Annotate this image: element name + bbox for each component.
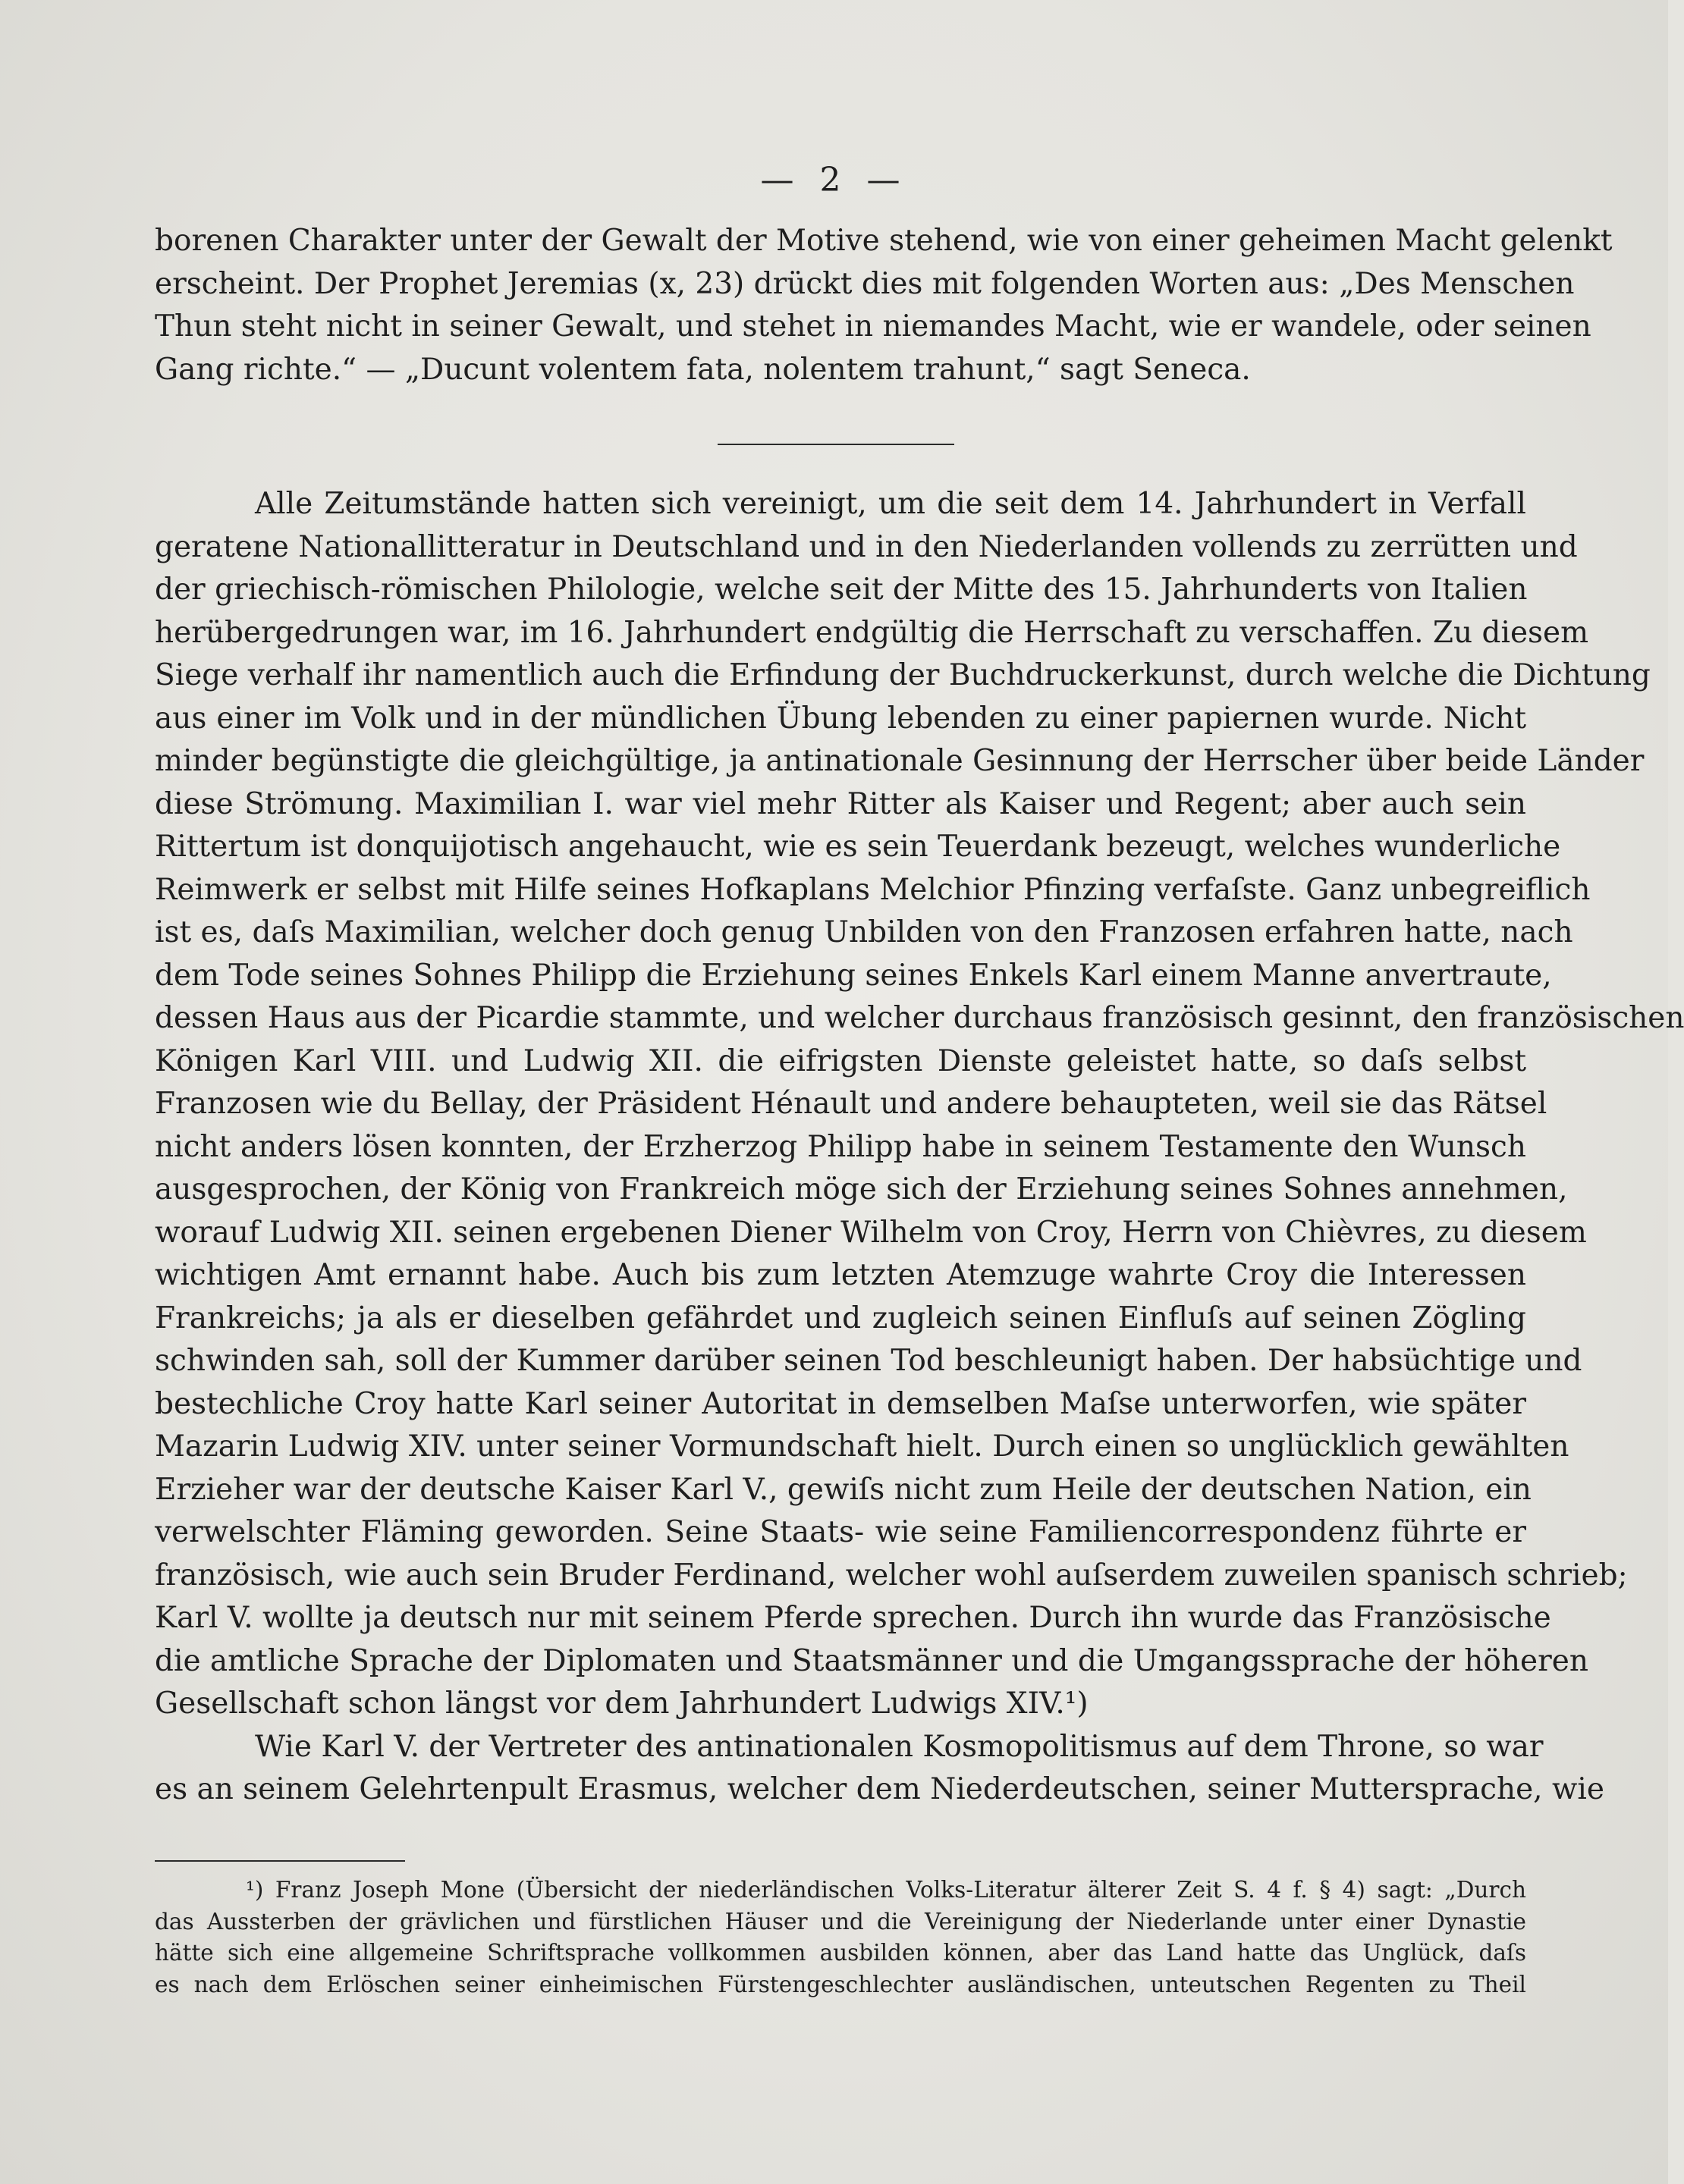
page-number: — 2 — xyxy=(760,161,908,199)
text-line: wichtigen Amt ernannt habe. Auch bis zum letzten Atemzuge wahrte Croy die Interessen xyxy=(155,1258,1526,1292)
text-line: geratene Nationallitteratur in Deutschland und in den Niederlanden vollends zu zerrütten und xyxy=(155,529,1578,564)
text-line: worauf Ludwig XII. seinen ergebenen Diener Wilhelm von Croy, Herrn von Chièvres, zu diesem xyxy=(155,1215,1587,1250)
text-line: dem Tode seines Sohnes Philipp die Erziehung seines Enkels Karl einem Manne anvertraute, xyxy=(155,958,1552,993)
text-line: Siege verhalf ihr namentlich auch die Erfindung der Buchdruckerkunst, durch welche die Dichtung xyxy=(155,658,1651,692)
text-line: Gesellschaft schon längst vor dem Jahrhundert Ludwigs XIV.¹) xyxy=(155,1687,1089,1721)
text-line: aus einer im Volk und in der mündlichen Übung lebenden zu einer papiernen wurde. Nicht xyxy=(155,701,1526,736)
text-line: dessen Haus aus der Picardie stammte, und welcher durchaus französisch gesinnt, den französischen xyxy=(155,1001,1684,1035)
footnote xyxy=(155,1875,1526,2000)
text-line: verwelschter Fläming geworden. Seine Staats- wie seine Familiencorrespondenz führte er xyxy=(155,1515,1526,1549)
text-line: Erzieher war der deutsche Kaiser Karl V., gewiſs nicht zum Heile der deutschen Nation, ein xyxy=(155,1472,1532,1507)
main-body xyxy=(155,483,1684,1812)
footnote-line: es nach dem Erlöschen seiner einheimischen Fürstengeschlechter ausländischen, unteutschen Regenten zu Theil xyxy=(155,1971,1526,1997)
text-line: minder begünstigte die gleichgültige, ja antinationale Gesinnung der Herrscher über beide Länder xyxy=(155,744,1645,778)
text-line: französisch, wie auch sein Bruder Ferdinand, welcher wohl auſserdem zuweilen spanisch schrieb; xyxy=(155,1558,1628,1592)
text-line: ist es, daſs Maximilian, welcher doch genug Unbilden von den Franzosen erfahren hatte, nach xyxy=(155,915,1573,949)
text-line: Karl V. wollte ja deutsch nur mit seinem Pferde sprechen. Durch ihn wurde das Französische xyxy=(155,1601,1551,1635)
text-line: Königen Karl VIII. und Ludwig XII. die eifrigsten Dienste geleistet hatte, so daſs selbst xyxy=(155,1043,1526,1078)
text-line: bestechliche Croy hatte Karl seiner Autoritat in demselben Maſse unterworfen, wie später xyxy=(155,1386,1526,1421)
text-line: Alle Zeitumstände hatten sich vereinigt, um die seit dem 14. Jahrhundert in Verfall xyxy=(255,487,1526,521)
text-line: Frankreichs; ja als er dieselben gefährdet und zugleich seinen Einfluſs auf seinen Zögling xyxy=(155,1301,1526,1335)
text-line: Rittertum ist donquijotisch angehaucht, wie es sein Teuerdank bezeugt, welches wunderliche xyxy=(155,830,1561,864)
text-line: nicht anders lösen konnten, der Erzherzog Philipp habe in seinem Testamente den Wunsch xyxy=(155,1129,1526,1164)
text-line: herübergedrungen war, im 16. Jahrhundert endgültig die Herrschaft zu verschaffen. Zu diesem xyxy=(155,615,1589,650)
text-line: diese Strömung. Maximilian I. war viel mehr Ritter als Kaiser und Regent; aber auch sein xyxy=(155,786,1526,821)
text-line: schwinden sah, soll der Kummer darüber seinen Tod beschleunigt haben. Der habsüchtige und xyxy=(155,1344,1582,1378)
section-separator xyxy=(718,444,954,445)
text-line: die amtliche Sprache der Diplomaten und Staatsmänner und die Umgangssprache der höheren xyxy=(155,1643,1588,1678)
intro-paragraph xyxy=(155,220,1613,391)
text-line: der griechisch-römischen Philologie, welche seit der Mitte des 15. Jahrhunderts von Italien xyxy=(155,573,1528,607)
text-line: Wie Karl V. der Vertreter des antinationalen Kosmopolitismus auf dem Throne, so war xyxy=(255,1729,1544,1764)
text-line: Franzosen wie du Bellay, der Präsident Hénault und andere behaupteten, weil sie das Rätsel xyxy=(155,1087,1547,1121)
text-line: ausgesprochen, der König von Frankreich möge sich der Erziehung seines Sohnes annehmen, xyxy=(155,1172,1568,1207)
footnote-line: ¹) Franz Joseph Mone (Übersicht der niederländischen Volks-Literatur älterer Zeit S. 4 f. § 4) sagt: „Durch xyxy=(246,1877,1526,1903)
text-line: Gang richte.“ — „Ducunt volentem fata, nolentem trahunt,“ sagt Seneca. xyxy=(155,352,1251,387)
text-line: Thun steht nicht in seiner Gewalt, und stehet in niemandes Macht, wie er wandele, oder seinen xyxy=(155,309,1591,344)
footnote-rule xyxy=(155,1860,405,1862)
text-line: Reimwerk er selbst mit Hilfe seines Hofkaplans Melchior Pfinzing verfaſste. Ganz unbegreiflich xyxy=(155,872,1591,907)
text-line: erscheint. Der Prophet Jeremias (x, 23) drückt dies mit folgenden Worten aus: „Des Menschen xyxy=(155,266,1575,301)
footnote-line: das Aussterben der grävlichen und fürstlichen Häuser und die Vereinigung der Niederlande unter einer Dynastie xyxy=(155,1908,1526,1935)
text-line: Mazarin Ludwig XIV. unter seiner Vormundschaft hielt. Durch einen so unglücklich gewählten xyxy=(155,1429,1569,1464)
text-line: borenen Charakter unter der Gewalt der Motive stehend, wie von einer geheimen Macht gelenkt xyxy=(155,224,1613,258)
footnote-line: hätte sich eine allgemeine Schriftsprache vollkommen ausbilden können, aber das Land hatte das Unglück, daſs xyxy=(155,1940,1526,1966)
text-line: es an seinem Gelehrtenpult Erasmus, welcher dem Niederdeutschen, seiner Muttersprache, wie xyxy=(155,1772,1604,1806)
